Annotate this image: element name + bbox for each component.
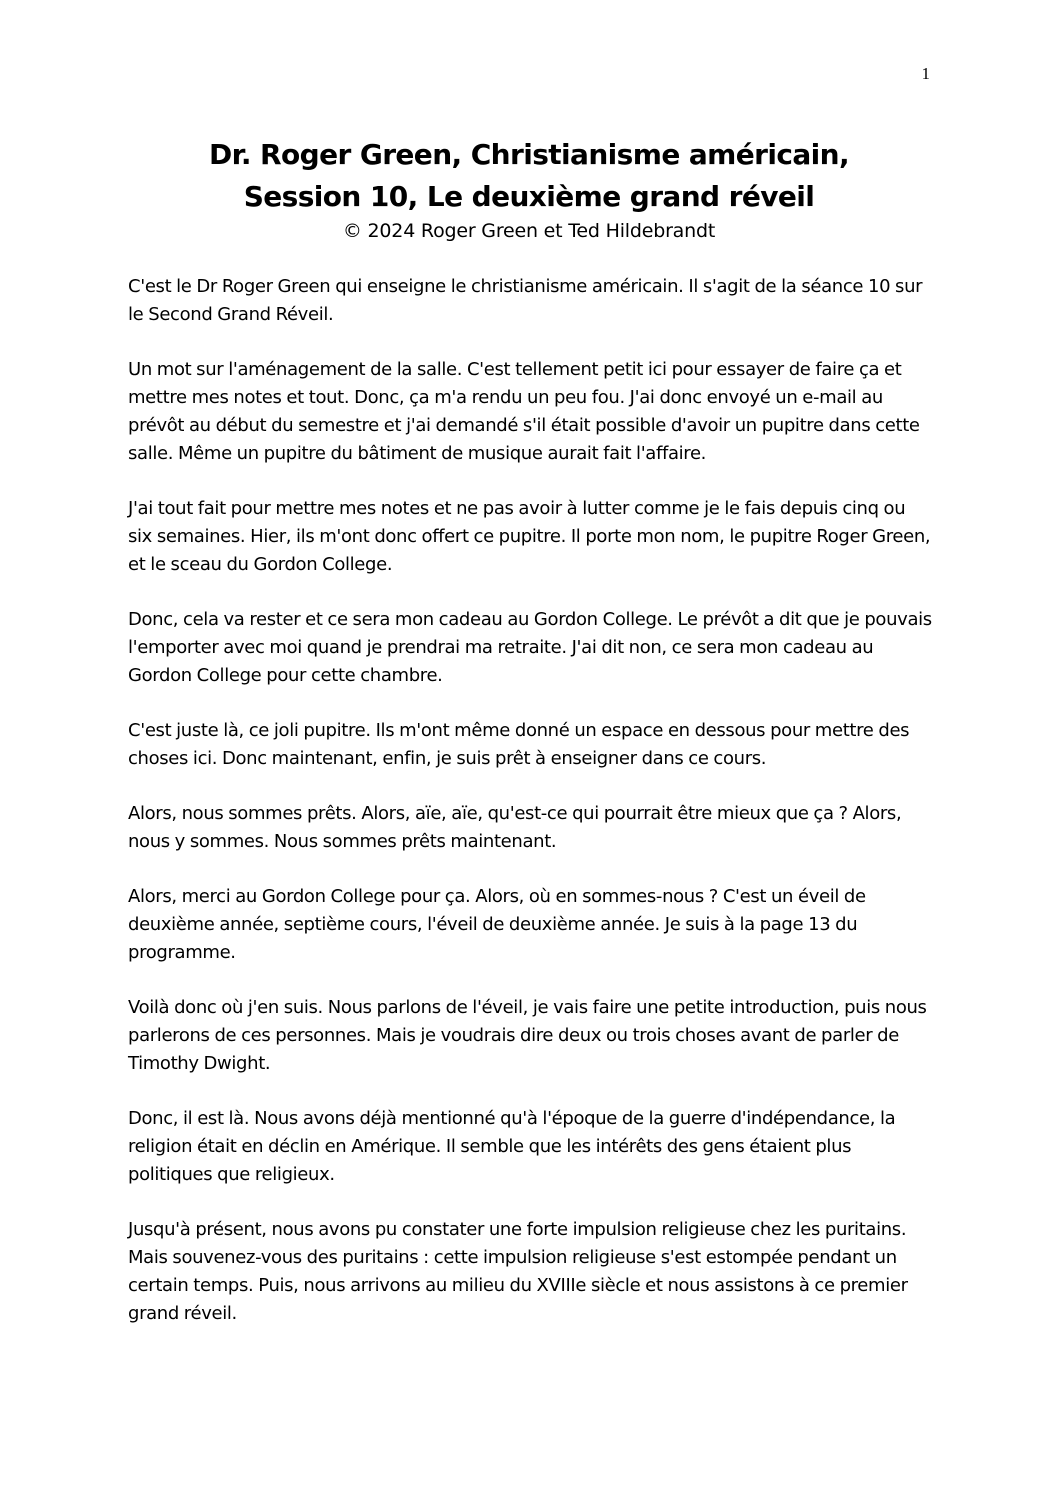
document-body [128, 273, 934, 1355]
paragraph-4: Donc, cela va rester et ce sera mon cadeau au Gordon College. Le prévôt a dit que je pouvais l'emporter avec moi quand je prendrai ma retraite. J'ai dit non, ce sera mon cadeau au Gordon College pour cette chambre. [128, 609, 932, 686]
document-title-line-2: Session 10, Le deuxième grand réveil [243, 180, 815, 213]
paragraph-1: C'est le Dr Roger Green qui enseigne le christianisme américain. Il s'agit de la séance 10 sur le Second Grand Réveil. [128, 276, 923, 325]
paragraph-7: Alors, merci au Gordon College pour ça. Alors, où en sommes-nous ? C'est un éveil de deuxième année, septième cours, l'éveil de deuxième année. Je suis à la page 13 du programme. [128, 886, 866, 963]
paragraph-5: C'est juste là, ce joli pupitre. Ils m'ont même donné un espace en dessous pour mettre des choses ici. Donc maintenant, enfin, je suis prêt à enseigner dans ce cours. [128, 720, 910, 769]
page-number: 1 [921, 64, 930, 83]
paragraph-9: Donc, il est là. Nous avons déjà mentionné qu'à l'époque de la guerre d'indépendance, la religion était en déclin en Amérique. Il semble que les intérêts des gens étaient plus politiques que religieux. [128, 1108, 896, 1185]
paragraph-10: Jusqu'à présent, nous avons pu constater une forte impulsion religieuse chez les puritains. Mais souvenez-vous des puritains : cette impulsion religieuse s'est estompée pendant un certain temps. Puis, nous arrivons au milieu du XVIIIe siècle et nous assistons à ce premier grand réveil. [128, 1219, 908, 1324]
paragraph-6: Alors, nous sommes prêts. Alors, aïe, aïe, qu'est-ce qui pourrait être mieux que ça ? Alors, nous y sommes. Nous sommes prêts maintenant. [128, 803, 902, 852]
paragraph-3: J'ai tout fait pour mettre mes notes et ne pas avoir à lutter comme je le fais depuis cinq ou six semaines. Hier, ils m'ont donc offert ce pupitre. Il porte mon nom, le pupitre Roger Green, et le sceau du Gordon College. [128, 498, 931, 575]
document-title-line-1: Dr. Roger Green, Christianisme américain, [209, 138, 849, 171]
copyright-notice: © 2024 Roger Green et Ted Hildebrandt [342, 220, 716, 242]
document-header [0, 134, 1058, 244]
paragraph-8: Voilà donc où j'en suis. Nous parlons de l'éveil, je vais faire une petite introduction, puis nous parlerons de ces personnes. Mais je voudrais dire deux ou trois choses avant de parler de Timothy Dwight. [128, 997, 927, 1074]
paragraph-2: Un mot sur l'aménagement de la salle. C'est tellement petit ici pour essayer de faire ça et mettre mes notes et tout. Donc, ça m'a rendu un peu fou. J'ai donc envoyé un e-mail au prévôt au début du semestre et j'ai demandé s'il était possible d'avoir un pupitre dans cette salle. Même un pupitre du bâtiment de musique aurait fait l'affaire. [128, 359, 920, 464]
